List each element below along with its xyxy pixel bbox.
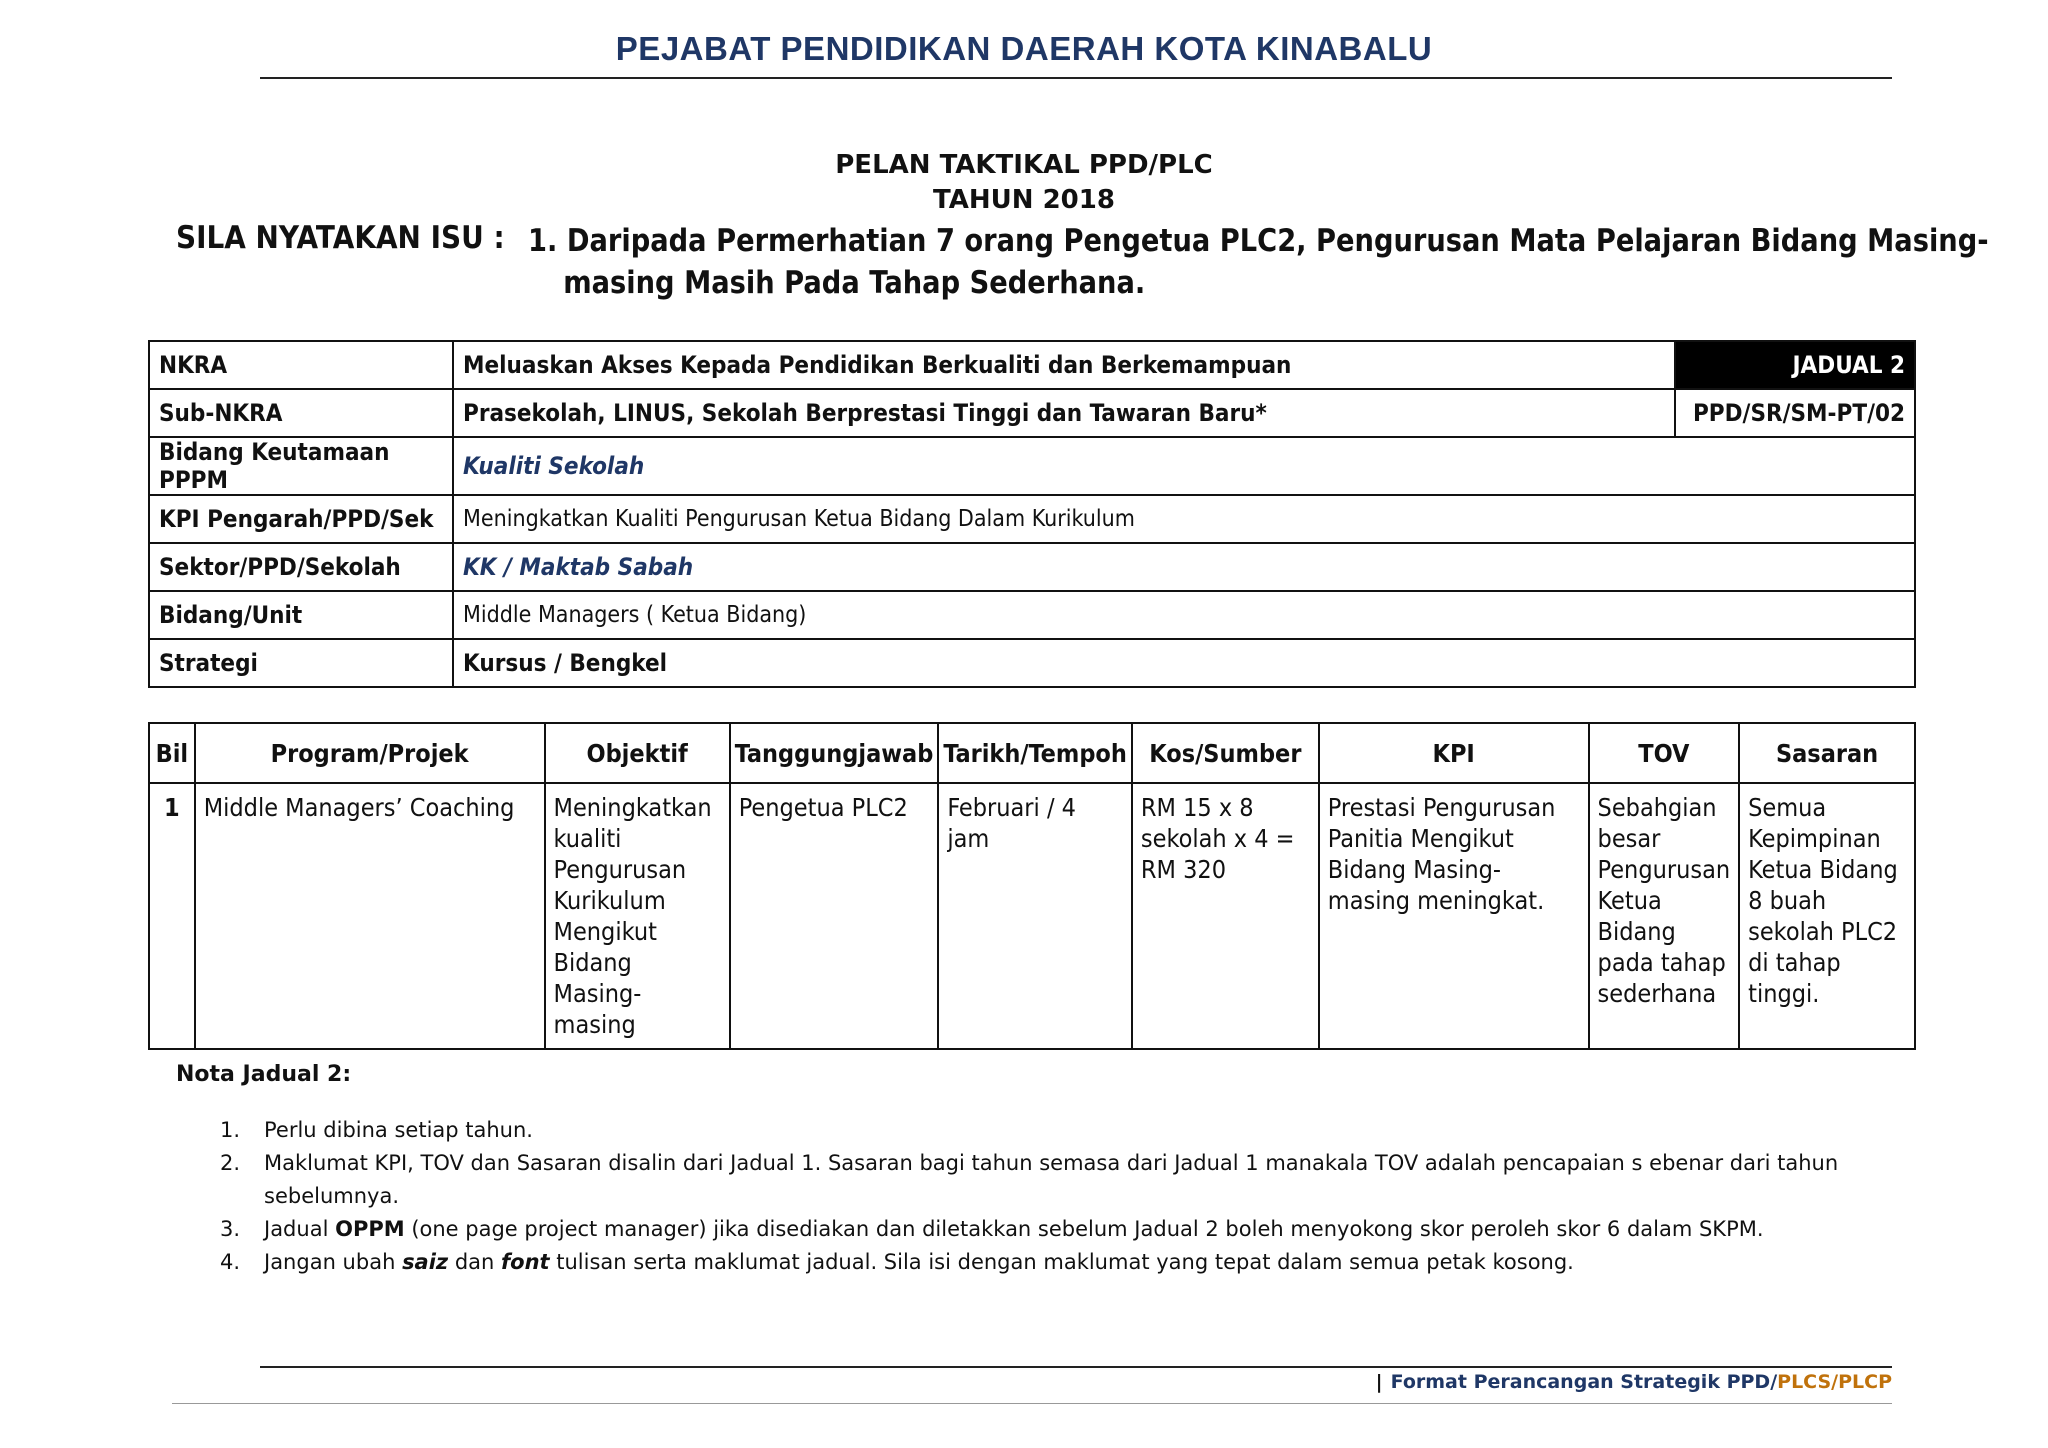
- col-header-kos: Kos/Sumber: [1132, 723, 1319, 783]
- cell-objektif: Meningkatkan kualiti Pengurusan Kurikulum Mengikut Bidang Masing-masing: [545, 783, 730, 1049]
- cell-tarikh: Februari / 4 jam: [938, 783, 1132, 1049]
- doc-code: PPD/SR/SM-PT/02: [1675, 389, 1915, 437]
- strategi-value: Kursus / Bengkel: [453, 639, 1915, 687]
- cell-tov: Sebahgian besar Pengurusan Ketua Bidang pada tahap sederhana: [1589, 783, 1740, 1049]
- note-item: [210, 1147, 1930, 1213]
- footer-pipe: |: [1375, 1371, 1383, 1393]
- cell-kos: RM 15 x 8 sekolah x 4 = RM 320: [1132, 783, 1319, 1049]
- sektor-value: KK / Maktab Sabah: [453, 543, 1915, 591]
- info-row-kpi: [149, 495, 1915, 543]
- note-item: [210, 1246, 1930, 1279]
- note-text: dan: [448, 1250, 502, 1274]
- nkra-label: NKRA: [149, 341, 453, 389]
- unit-label: Bidang/Unit: [149, 591, 453, 639]
- note-number: 3.: [220, 1217, 241, 1241]
- nkra-value: Meluaskan Akses Kepada Pendidikan Berkualiti dan Berkemampuan: [453, 341, 1675, 389]
- note-text-emphasis: font: [501, 1250, 550, 1274]
- info-table: [148, 340, 1916, 688]
- footer-format-label: Format Perancangan Strategik PPD/: [1390, 1371, 1778, 1393]
- info-row-nkra: [149, 341, 1915, 389]
- cell-sasaran: Semua Kepimpinan Ketua Bidang 8 buah sekolah PLC2 di tahap tinggi.: [1739, 783, 1915, 1049]
- issue-line-1: 1. Daripada Permerhatian 7 orang Pengetua PLC2, Pengurusan Mata Pelajaran Bidang Masing-: [528, 223, 1989, 259]
- info-row-sektor: [149, 543, 1915, 591]
- unit-value: Middle Managers ( Ketua Bidang): [453, 591, 1915, 639]
- header-divider: [260, 77, 1892, 79]
- subnkra-label: Sub-NKRA: [149, 389, 453, 437]
- strategi-label: Strategi: [149, 639, 453, 687]
- cell-bil: 1: [149, 783, 195, 1049]
- cell-kpi: Prestasi Pengurusan Panitia Mengikut Bidang Masing-masing meningkat.: [1319, 783, 1589, 1049]
- note-text-bold: OPPM: [335, 1217, 405, 1241]
- notes-list: [210, 1114, 1930, 1279]
- issue-label: SILA NYATAKAN ISU :: [176, 220, 505, 256]
- col-header-program: Program/Projek: [195, 723, 545, 783]
- footer-divider: [260, 1366, 1892, 1368]
- bidang-label: Bidang Keutamaan PPPM: [149, 437, 453, 495]
- table-header-row: [149, 723, 1915, 783]
- note-item: [210, 1213, 1930, 1246]
- subnkra-value: Prasekolah, LINUS, Sekolah Berprestasi Tinggi dan Tawaran Baru*: [453, 389, 1675, 437]
- note-number: 2.: [220, 1151, 241, 1175]
- col-header-bil: Bil: [149, 723, 195, 783]
- note-text: tulisan serta maklumat jadual. Sila isi dengan maklumat yang tepat dalam semua petak kosong.: [549, 1250, 1574, 1274]
- jadual-badge: JADUAL 2: [1675, 341, 1915, 389]
- col-header-tanggungjawab: Tanggungjawab: [730, 723, 939, 783]
- footer-plc-label: PLCS/PLCP: [1777, 1371, 1892, 1393]
- note-text: Jadual: [264, 1217, 336, 1241]
- col-header-tov: TOV: [1589, 723, 1740, 783]
- program-table: [148, 722, 1916, 1050]
- note-text: Maklumat KPI, TOV dan Sasaran disalin dari Jadual 1. Sasaran bagi tahun semasa dari Jadual 1 manakala TOV adalah pencapaian s ebenar dari tahun sebelumnya.: [264, 1151, 1839, 1208]
- kpi-label: KPI Pengarah/PPD/Sek: [149, 495, 453, 543]
- note-item: [210, 1114, 1930, 1147]
- info-row-strategi: [149, 639, 1915, 687]
- doc-title: PELAN TAKTIKAL PPD/PLC: [835, 150, 1213, 180]
- footer-bottom-rule: [172, 1403, 1892, 1404]
- col-header-sasaran: Sasaran: [1739, 723, 1915, 783]
- header-title: PEJABAT PENDIDIKAN DAERAH KOTA KINABALU: [615, 30, 1433, 67]
- footer-text: [1376, 1371, 1892, 1393]
- cell-tanggungjawab: Pengetua PLC2: [730, 783, 939, 1049]
- notes-title: Nota Jadual 2:: [176, 1062, 352, 1087]
- col-header-kpi: KPI: [1319, 723, 1589, 783]
- issue-line-2: masing Masih Pada Tahap Sederhana.: [563, 265, 1146, 301]
- note-text-emphasis: saiz: [402, 1250, 449, 1274]
- table-row: [149, 783, 1915, 1049]
- bidang-value: Kualiti Sekolah: [453, 437, 1915, 495]
- col-header-objektif: Objektif: [545, 723, 730, 783]
- issue-text: [528, 220, 1988, 304]
- note-text: (one page project manager) jika disediakan dan diletakkan sebelum Jadual 2 boleh menyokong skor peroleh skor 6 dalam SKPM.: [404, 1217, 1764, 1241]
- info-row-unit: [149, 591, 1915, 639]
- note-text: Jangan ubah: [264, 1250, 403, 1274]
- kpi-value: Meningkatkan Kualiti Pengurusan Ketua Bidang Dalam Kurikulum: [453, 495, 1915, 543]
- doc-year: TAHUN 2018: [933, 185, 1115, 215]
- info-row-subnkra: [149, 389, 1915, 437]
- col-header-tarikh: Tarikh/Tempoh: [938, 723, 1132, 783]
- sektor-label: Sektor/PPD/Sekolah: [149, 543, 453, 591]
- note-text: Perlu dibina setiap tahun.: [264, 1118, 533, 1142]
- note-number: 4.: [220, 1250, 241, 1274]
- cell-program: Middle Managers’ Coaching: [195, 783, 545, 1049]
- info-row-bidang: [149, 437, 1915, 495]
- note-number: 1.: [220, 1118, 241, 1142]
